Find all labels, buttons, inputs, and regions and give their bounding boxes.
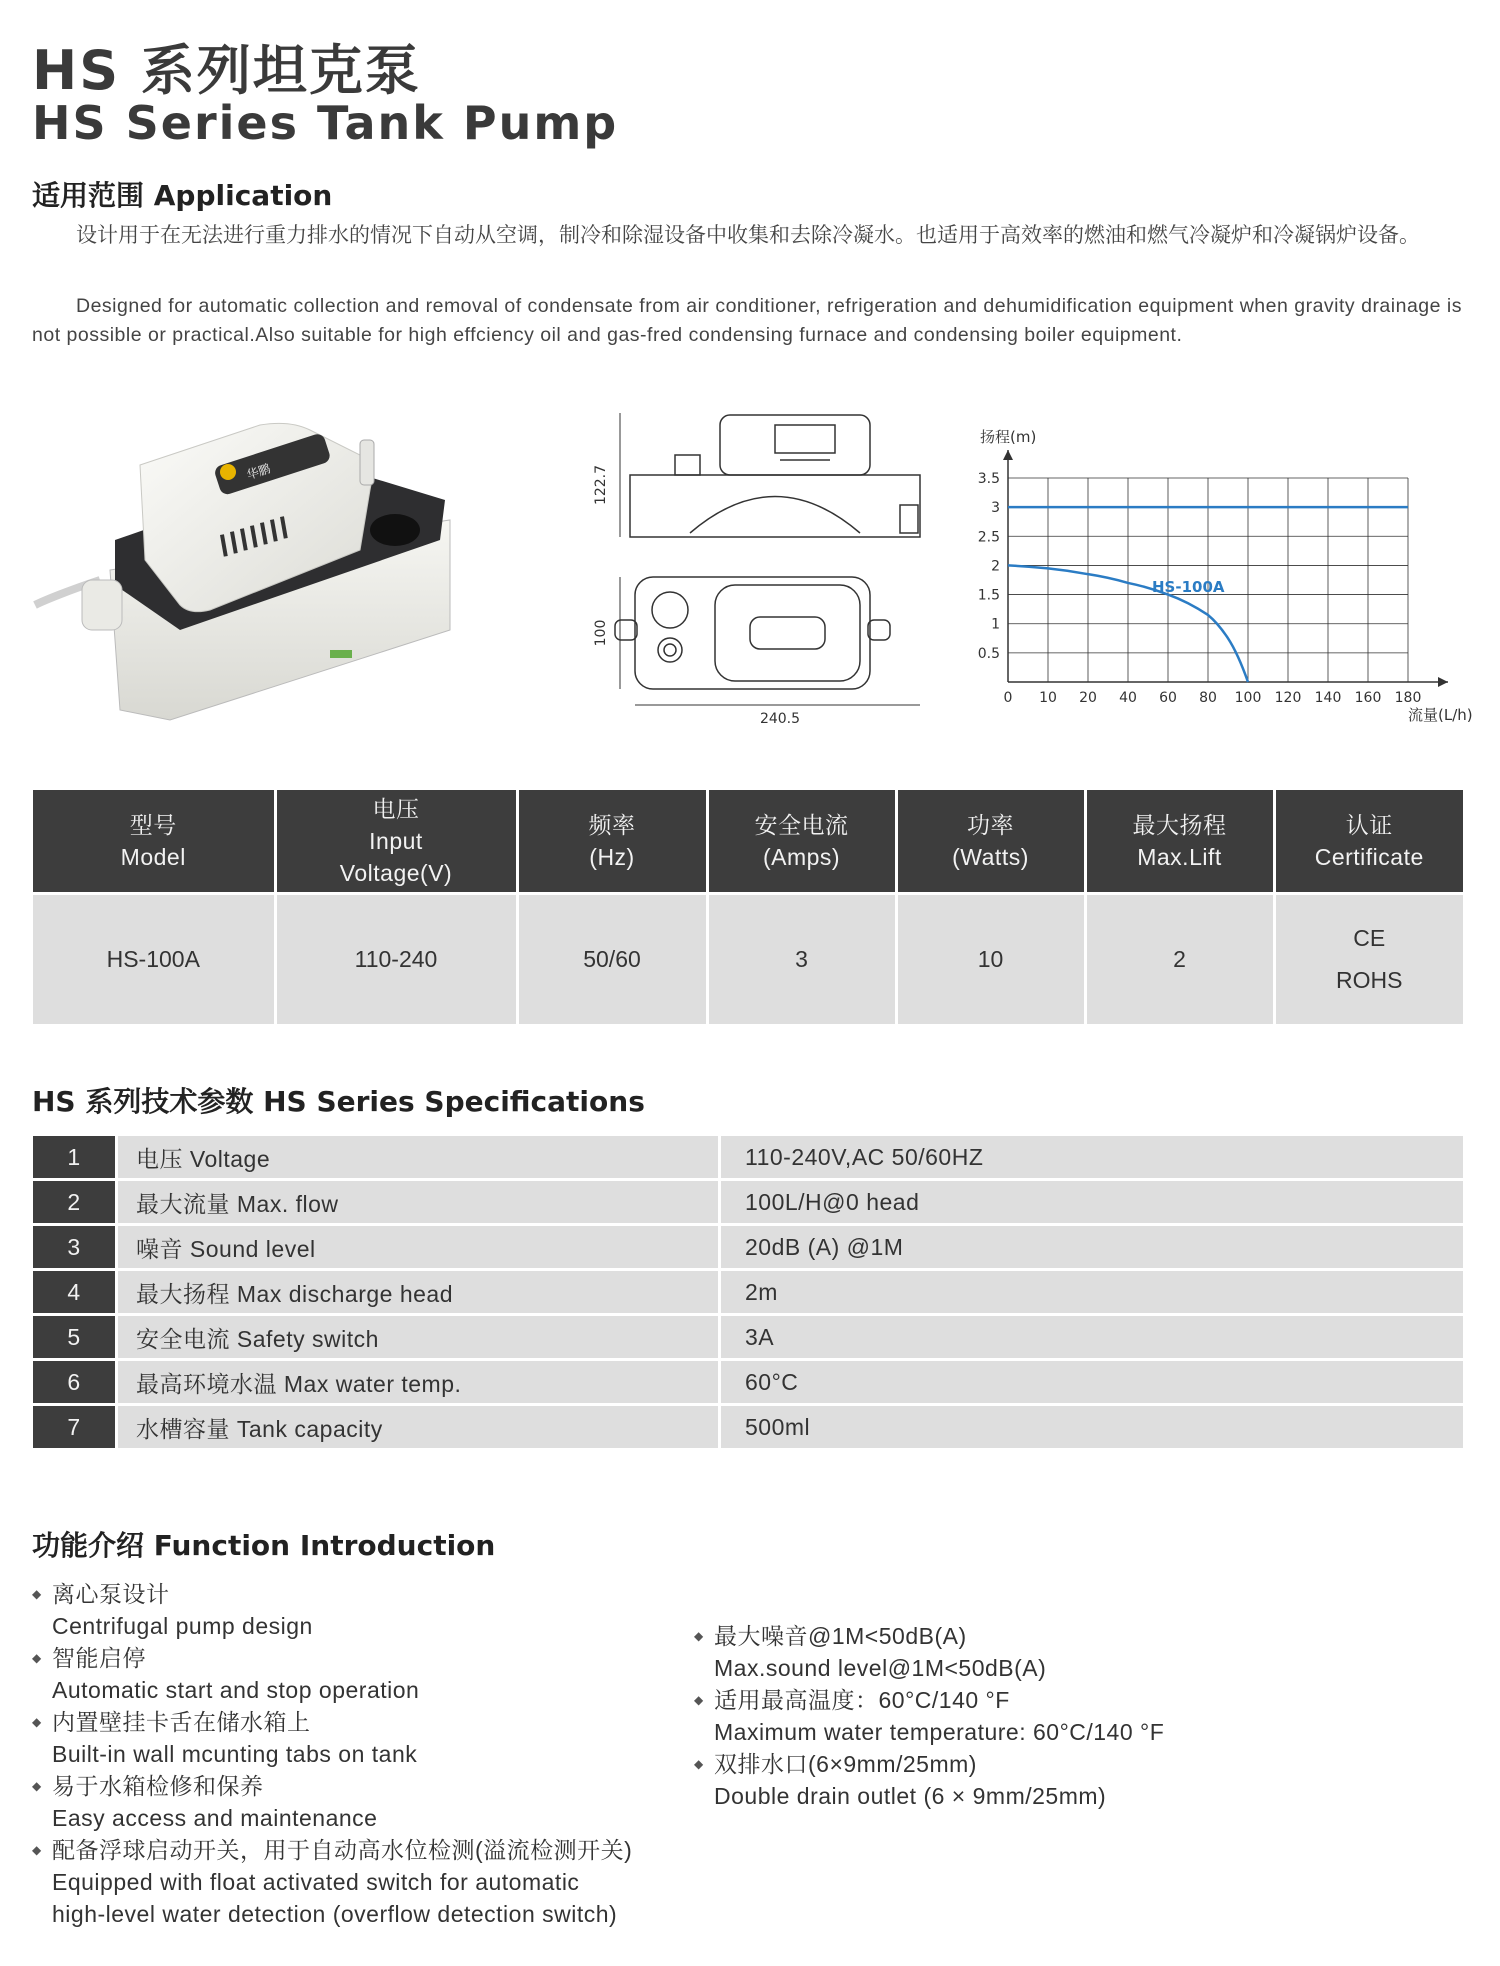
- spec-value: 3A: [718, 1316, 1463, 1361]
- spec-num: 6: [33, 1361, 115, 1406]
- specs-heading: HS 系列技术参数 HS Series Specifications: [32, 1085, 645, 1118]
- dimension-drawing: [590, 405, 950, 725]
- spec-value: 2m: [718, 1271, 1463, 1316]
- spec-num: 4: [33, 1271, 115, 1316]
- table-row: [33, 1361, 1463, 1406]
- chart-ylabel: 扬程(m): [980, 428, 1037, 446]
- product-logo-text: 华鹏: [244, 461, 273, 483]
- y-tick-label: 2.5: [977, 529, 1000, 546]
- spec-label: 最大流量 Max. flow: [115, 1181, 718, 1226]
- spec-num: 1: [33, 1136, 115, 1181]
- model-table-header: [33, 790, 1463, 893]
- x-tick-label: 140: [1314, 690, 1342, 706]
- table-row: [33, 1406, 1463, 1451]
- x-axis-arrow: [1438, 677, 1448, 687]
- chart-xlabel: 流量(L/h): [1408, 706, 1473, 724]
- features-heading: 功能介绍 Function Introduction: [32, 1529, 496, 1562]
- y-tick-label: 3.5: [977, 471, 1000, 487]
- header-voltage: 电压 Input Voltage(V): [275, 790, 517, 893]
- application-text-en: Designed for automatic collection and removal of condensate from air conditioner, refrigeration and dehumidification equipment when gravity drainage is not possible or practical.Also suitable for high effciency oil and gas-fred condensing furnace and condensing boiler equipment.: [32, 295, 1462, 346]
- spec-value: 100L/H@0 head: [718, 1181, 1463, 1226]
- x-tick-label: 20: [1079, 690, 1097, 706]
- list-item: ◆ 离心泵设计 Centrifugal pump design: [32, 1578, 632, 1642]
- list-item: ◆ 易于水箱检修和保养 Easy access and maintenance: [32, 1770, 632, 1834]
- spec-label: 噪音 Sound level: [115, 1226, 718, 1271]
- x-tick-label: 10: [1039, 690, 1057, 706]
- y-tick-label: 0.5: [977, 645, 1000, 662]
- x-tick-label: 180: [1394, 690, 1422, 706]
- header-power: 功率 (Watts): [896, 790, 1085, 893]
- list-item: ◆ 适用最高温度：60°C/140 °F Maximum water temperature: 60°C/140 °F: [694, 1684, 1164, 1748]
- cell-power: 10: [896, 893, 1085, 1024]
- header-max-lift: 最大扬程 Max.Lift: [1085, 790, 1274, 893]
- model-table: [33, 790, 1463, 1024]
- y-axis-arrow: [1003, 450, 1013, 460]
- spec-label: 电压 Voltage: [115, 1136, 718, 1181]
- product-photo: [30, 410, 530, 730]
- cell-current: 3: [707, 893, 896, 1024]
- list-item: ◆ 内置壁挂卡舌在储水箱上 Built-in wall mcunting tabs on tank: [32, 1706, 632, 1770]
- features-list-right: [694, 1620, 1164, 1812]
- header-frequency: 频率 (Hz): [517, 790, 707, 893]
- table-row: [33, 893, 1463, 1024]
- spec-value: 500ml: [718, 1406, 1463, 1451]
- x-tick-label: 40: [1119, 690, 1137, 706]
- x-tick-label: 80: [1199, 690, 1217, 706]
- list-item: ◆ 配备浮球启动开关，用于自动高水位检测(溢流检测开关) Equipped with float activated switch for automatic high-level water detection (overflow detection switch): [32, 1834, 632, 1930]
- spec-label: 最高环境水温 Max water temp.: [115, 1361, 718, 1406]
- header-certificate: 认证 Certificate: [1274, 790, 1463, 893]
- specs-table: [33, 1136, 1463, 1451]
- x-tick-label: 120: [1274, 690, 1302, 706]
- table-row: [33, 1181, 1463, 1226]
- table-row: [33, 1271, 1463, 1316]
- height-dimension: 122.7: [593, 464, 609, 506]
- spec-num: 7: [33, 1406, 115, 1451]
- application-heading: 适用范围 Application: [32, 179, 333, 212]
- spec-label: 安全电流 Safety switch: [115, 1316, 718, 1361]
- performance-chart: [960, 420, 1473, 740]
- x-tick-label: 160: [1354, 690, 1382, 706]
- cell-certificate: CE ROHS: [1274, 893, 1463, 1024]
- y-tick-label: 1.5: [977, 587, 1000, 604]
- list-item: ◆ 最大噪音@1M<50dB(A) Max.sound level@1M<50dB(A): [694, 1620, 1164, 1684]
- cell-model: HS-100A: [33, 893, 275, 1024]
- page-title-en: HS Series Tank Pump: [32, 96, 619, 150]
- x-tick-label: 0: [1003, 690, 1013, 706]
- y-tick-label: 3: [991, 500, 1000, 517]
- spec-value: 20dB (A) @1M: [718, 1226, 1463, 1271]
- width-dimension: 240.5: [759, 711, 801, 727]
- page-title-cn: HS 系列坦克泵: [32, 39, 421, 102]
- table-row: [33, 1136, 1463, 1181]
- cell-max-lift: 2: [1085, 893, 1274, 1024]
- cell-frequency: 50/60: [517, 893, 707, 1024]
- spec-num: 5: [33, 1316, 115, 1361]
- y-tick-label: 2: [991, 558, 1000, 575]
- header-model: 型号 Model: [33, 790, 275, 893]
- spec-label: 水槽容量 Tank capacity: [115, 1406, 718, 1451]
- application-text-cn: 设计用于在无法进行重力排水的情况下自动从空调，制冷和除湿设备中收集和去除冷凝水。也适用于高效率的燃油和燃气冷凝炉和冷凝锅炉设备。: [76, 224, 1420, 247]
- spec-num: 2: [33, 1181, 115, 1226]
- x-tick-label: 100: [1234, 690, 1262, 706]
- table-row: [33, 1226, 1463, 1271]
- spec-num: 3: [33, 1226, 115, 1271]
- spec-value: 110-240V,AC 50/60HZ: [718, 1136, 1463, 1181]
- list-item: ◆ 双排水口(6×9mm/25mm) Double drain outlet (6 × 9mm/25mm): [694, 1748, 1164, 1812]
- spec-label: 最大扬程 Max discharge head: [115, 1271, 718, 1316]
- series-label: HS-100A: [1152, 578, 1225, 596]
- features-list-left: [32, 1578, 632, 1930]
- table-row: [33, 1316, 1463, 1361]
- spec-value: 60°C: [718, 1361, 1463, 1406]
- cell-voltage: 110-240: [275, 893, 517, 1024]
- list-item: ◆ 智能启停 Automatic start and stop operation: [32, 1642, 632, 1706]
- y-tick-label: 1: [991, 616, 1000, 633]
- x-tick-label: 60: [1159, 690, 1177, 706]
- depth-dimension: 100: [593, 619, 609, 647]
- header-current: 安全电流 (Amps): [707, 790, 896, 893]
